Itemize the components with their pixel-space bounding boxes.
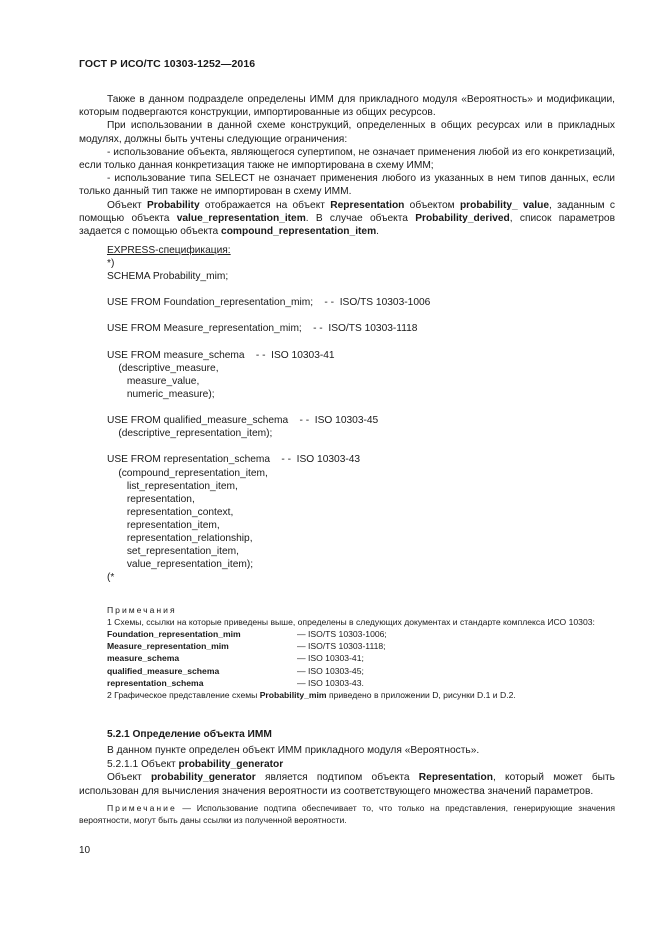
table-row: qualified_measure_schema — ISO 10303-45; bbox=[107, 665, 364, 676]
intro-paragraph-2: При использовании в данной схеме конструкций, определенных в общих ресурсах или в прикладных модулях, должны быть учтены следующие ограничения: bbox=[79, 120, 615, 145]
note-1: 1 Схемы, ссылки на которые приведены выше, определены в следующих документах и стандарте комплекса ИСО 10303: bbox=[107, 617, 595, 627]
notes-title: Примечания bbox=[107, 605, 177, 615]
page-number: 10 bbox=[79, 845, 91, 856]
note-2: 2 Графическое представление схемы Probability_mim приведено в приложении D, рисунки D.1 и D.2. bbox=[107, 690, 516, 701]
notes-block bbox=[79, 604, 615, 701]
subsection-heading: 5.2.1.1 Объект probability_generator bbox=[107, 758, 284, 770]
intro-text bbox=[79, 93, 615, 238]
restriction-item-2: - использование типа SELECT не означает применения любого из указанных в нем типов данных, если только данный тип также не импортирован в схему ИММ. bbox=[79, 173, 615, 198]
express-label: EXPRESS-спецификация: bbox=[107, 245, 231, 256]
entity-name: value_representation_item bbox=[176, 212, 306, 224]
section-note: Примечание — Использование подтипа обеспечивает то, что только на представления, генерирующие значения вероятности, могут быть даны ссылки из полученной вероятности. bbox=[79, 803, 615, 826]
schema-reference-table bbox=[107, 628, 387, 689]
mapping-paragraph: Объект Probability отображается на объект Representation объектом probability_ value, заданным с помощью объекта value_representation_item. В случае объекта Probability_derived, список параметров задается с помощью объекта compound_representation_item. bbox=[79, 199, 615, 238]
table-row: Measure_representation_mim — ISO/TS 10303-1118; bbox=[107, 641, 386, 652]
entity-name: Representation bbox=[330, 199, 405, 211]
express-code: *) SCHEMA Probability_mim; USE FROM Foundation_representation_mim; - - ISO/TS 10303-1006 USE FROM Measure_representation_mim; - - ISO/TS 10303-1118 USE FROM measure_schema - - ISO 10303-41 (descriptive_measure, measure_value, numeric_measure); USE FROM qualified_measure_schema - - ISO 10303-45 (descriptive_representation_item); USE FROM representation_schema - - ISO 10303-43 (compound_representation_item, list_representation_item, representation, representation_context, representation_item, representation_relationship, set_representation_item, value_representation_item); (* bbox=[107, 258, 431, 584]
table-row: representation_schema — ISO 10303-43. bbox=[107, 677, 364, 688]
table-row: measure_schema — ISO 10303-41; bbox=[107, 653, 364, 664]
table-row: Foundation_representation_mim — ISO/TS 10303-1006; bbox=[107, 629, 387, 639]
entity-name: Probability_derived bbox=[415, 212, 510, 224]
document-header: ГОСТ Р ИСО/ТС 10303-1252—2016 bbox=[79, 58, 256, 70]
entity-definition: Объект probability_generator является подтипом объекта Representation, который может быть использован для вычисления значения вероятности из соответствующего множества значений параметров. bbox=[79, 772, 615, 797]
section-5-2-1 bbox=[79, 728, 615, 826]
entity-name: probability_ value bbox=[459, 199, 549, 211]
intro-paragraph-1: Также в данном подразделе определены ИММ для прикладного модуля «Вероятность» и модификации, которым подвергаются конструкции, импортированные из общих ресурсов. bbox=[79, 94, 615, 119]
section-paragraph: В данном пункте определен объект ИММ прикладного модуля «Вероятность». bbox=[107, 745, 480, 757]
section-heading: 5.2.1 Определение объекта ИММ bbox=[107, 729, 272, 740]
entity-name: compound_representation_item bbox=[221, 226, 377, 238]
entity-name: Probability bbox=[146, 199, 200, 211]
restriction-item-1: - использование объекта, являющегося супертипом, не означает применения любой из его конкретизаций, если только данная конкретизация также не импортирована в схему ИММ; bbox=[79, 146, 615, 172]
